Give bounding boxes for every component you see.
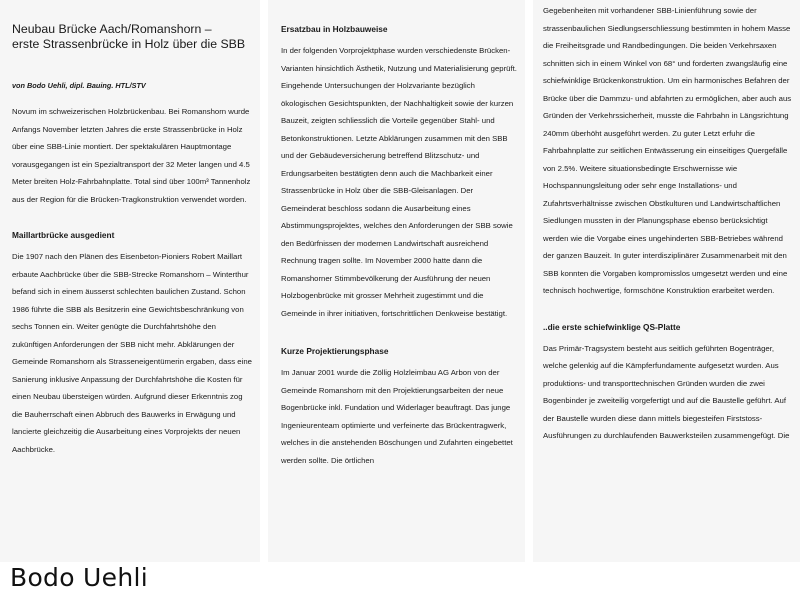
intro-paragraph: Novum im schweizerischen Holzbrückenbau. Bei Romanshorn wurde Anfangs November letzten Jahres die erste Strassenbrücke in Holz über eine SBB-Linie montiert. Der spektakulären Hauptmontage vorausgegangen ist ein Spezialtransport der 32 Meter langen und 4.5 Meter breiten Holz-Fahrbahnplatte. Total sind über 100m³ Tannenholz aus der Region für die Brücken-Tragkonstruktion verwendet worden. — [12, 107, 251, 204]
section-heading-ersatzbau: Ersatzbau in Holzbauweise — [281, 24, 388, 34]
section-heading-maillartbruecke: Maillartbrücke ausgedient — [12, 230, 115, 240]
column-1 — [0, 0, 260, 562]
section-text-ersatzbau: In der folgenden Vorprojektphase wurden verschiedenste Brücken-Varianten hinsichtlich Ästhetik, Nutzung und Materialisierung geprüft. Eingehende Untersuchungen der Holzvariante bezüglich ökologischen Gesichtspunkten, der Nachhaltigkeit sowie der kurzen Bauzeit, zeigten schliesslich die Vorteile gegenüber Stahl- und Betonkonstruktionen. Letzte Abklärungen zusammen mit den SBB und der Gebäudeversicherung betreffend Blitzschutz- und Erdungsarbeiten bestätigten denn auch die Machbarkeit einer Strassenbrücke in Holz über die SBB-Gleisanlagen. Der Gemeinderat beschloss sodann die Ausarbeitung eines Abstimmungsprojektes, welches den Anforderungen der SBB sowie den Bedürfnissen der modernen Landwirtschaft ausreichend Rechnung tragen sollte. Im November 2000 hatte dann die Romanshorner Stimmbevölkerung der Ausführung der neuen Holzbogenbrücke mit grosser Mehrheit zugestimmt und die Gemeinde in ihrer initiativen, fortschrittlichen Denkweise bestätigt. — [281, 46, 517, 318]
section-heading-projektierung: Kurze Projektierungsphase — [281, 346, 389, 356]
title-line-1: Neubau Brücke Aach/Romanshorn – — [12, 22, 212, 36]
author-signature: Bodo Uehli — [10, 563, 148, 592]
article-title — [12, 22, 254, 52]
section-text-projektierung: Im Januar 2001 wurde die Zöllig Holzleimbau AG Arbon von der Gemeinde Romanshorn mit den Projektierungsarbeiten der neue Bogenbrücke inkl. Fundation und Widerlager beauftragt. Das junge Ingenieurenteam optimierte und verfeinerte das Brückentragwerk, welches in die anstehenden Böschungen und Zufahrten eingebettet werden sollte. Die örtlichen — [281, 368, 513, 465]
section-heading-qs-platte: ..die erste schiefwinklige QS-Platte — [543, 321, 681, 332]
continued-paragraph: Gegebenheiten mit vorhandener SBB-Linienführung sowie der strassenbaulichen Siedlungserschliessung bestimmten in hohem Masse die Freiheitsgrade und Randbedingungen. Die beiden Verkehrsaxen schnitten sich in einem Winkel von 68° und forderten zwangsläufig eine schiefwinklige Brückenkonstruktion. Um ein harmonisches Befahren der Brücke über die Dammzu- und abfahrten zu ermöglichen, aber auch aus Gründen der Verkehrssicherheit, musste die Fahrbahn in Längsrichtung 240mm überhöht ausgeführt werden. Zu guter Letzt erfuhr die Fahrbahnplatte zur seitlichen Entwässerung ein einseitiges Quergefälle von 2.5%. Weitere situationsbedingte Erschwernisse wie Hochspannungsleitung oder sehr enge Installations- und Zufahrtsverhältnisse zwischen Obstkulturen und Landwirtschaftlichen Siedlungen mussten in der Planungsphase ebenso berücksichtigt werden wie die Vorgabe eines ungehinderten SBB-Betriebes während der ganzen Bauzeit. In guter interdisziplinärer Zusammenarbeit mit den SBB konnten die Vorgaben kompromisslos umgesetzt werden und eine technisch hochwertige, formschöne Konstruktion erarbeitet werden. — [543, 6, 792, 295]
column-2 — [268, 0, 525, 562]
title-line-2: erste Strassenbrücke in Holz über die SBB — [12, 37, 246, 51]
section-text-qs-platte: Das Primär-Tragsystem besteht aus seitlich geführten Bogenträger, welche gelenkig auf die Kämpferfundamente aufgesetzt wurden. Aus produktions- und transporttechnischen Gründen wurden die zwei Bogenbinder je zweiteilig vorgefertigt und auf die Baustelle geführt. Auf der Baustelle wurden diese dann mittels biegesteifen Firststoss-Ausführungen zu durchlaufenden Bauwerksteilen zusammengefügt. Die — [543, 343, 790, 440]
column-3 — [533, 0, 800, 562]
section-text-maillartbruecke: Die 1907 nach den Plänen des Eisenbeton-Pioniers Robert Maillart erbaute Aachbrücke über die SBB-Strecke Romanshorn – Winterthur befand sich in einem äusserst schlechten baulichen Zustand. Schon 1986 führte die SBB als Besitzerin eine Gewichtsbeschränkung von sechs Tonnen ein. Weiter genügte die Durchfahrtshöhe den zukünftigen Anforderungen der SBB nicht mehr. Abklärungen der Gemeinde Romanshorn als Strasseneigentümerin ergaben, dass eine Sanierung inklusive Anpassung der Durchfahrtshöhe die Kosten für einen Neubau übersteigen würden. Aufgrund dieser Erkenntnis zog die Bauherrschaft einen Abbruch des Bauwerks in Erwägung und lancierte gleichzeitig die Ausarbeitung eines Vorprojekts der neuen Aachbrücke. — [12, 252, 252, 454]
author-byline: von Bodo Uehli, dipl. Bauing. HTL/STV — [12, 81, 146, 90]
